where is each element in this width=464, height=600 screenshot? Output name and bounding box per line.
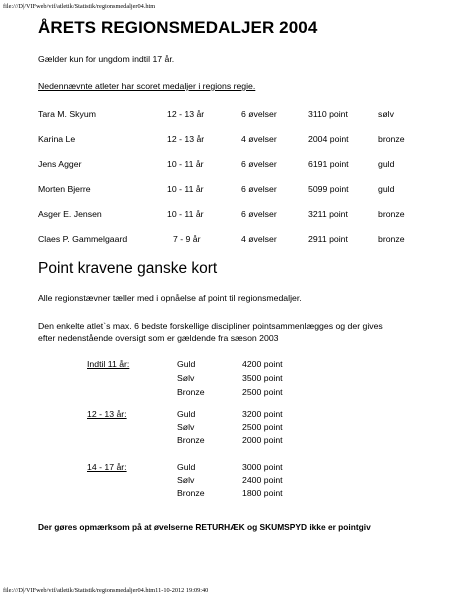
athlete-name: Morten Bjerre (38, 184, 91, 194)
requirement-group-label: 14 - 17 år: (87, 462, 127, 472)
requirement-points: 2500 point (242, 387, 283, 397)
requirement-medal: Bronze (177, 488, 205, 498)
event-count: 4 øvelser (241, 234, 277, 244)
browser-url-top: file:///D|/VIFweb/vif/atletik/Statistik/regionsmedaljer04.htm (3, 3, 156, 10)
athlete-name: Tara M. Skyum (38, 109, 96, 119)
explanation-line-2: efter nedenstående oversigt som er gældende fra sæson 2003 (38, 333, 279, 343)
requirement-medal: Guld (177, 409, 196, 419)
closing-note: Der gøres opmærksom på at øvelserne RETURHÆK og SKUMSPYD ikke er pointgiv (38, 522, 371, 532)
explanation-line-1: Den enkelte atlet`s max. 6 bedste forskellige discipliner pointsammenlægges og der gives (38, 321, 383, 331)
medal-type: guld (378, 159, 395, 169)
point-total: 3110 point (308, 109, 348, 119)
medalist-row (0, 159, 464, 171)
medalist-row (0, 184, 464, 196)
point-total: 2004 point (308, 134, 349, 144)
age-group: 10 - 11 år (167, 184, 204, 194)
athlete-name: Asger E. Jensen (38, 209, 102, 219)
requirement-group-label: 12 - 13 år: (87, 409, 127, 419)
browser-url-bottom: file:///D|/VIFweb/vif/atletik/Statistik/regionsmedaljer04.htm11-10-2012 19:09:40 (3, 587, 209, 594)
medalist-row (0, 134, 464, 146)
age-group: 7 - 9 år (173, 234, 201, 244)
medal-type: guld (378, 184, 395, 194)
age-group: 12 - 13 år (167, 134, 205, 144)
medal-type: bronze (378, 234, 405, 244)
requirement-medal: Sølv (177, 475, 195, 485)
intro-text: Gælder kun for ungdom indtil 17 år. (38, 54, 175, 64)
requirement-points: 2400 point (242, 475, 283, 485)
point-total: 5099 point (308, 184, 349, 194)
requirement-points: 3500 point (242, 373, 283, 383)
medal-type: sølv (378, 109, 394, 119)
event-count: 6 øvelser (241, 109, 277, 119)
medalist-row (0, 109, 464, 121)
point-total: 3211 point (308, 209, 348, 219)
section-heading: Point kravene ganske kort (38, 260, 218, 277)
event-count: 6 øvelser (241, 184, 277, 194)
age-group: 10 - 11 år (167, 159, 204, 169)
event-count: 6 øvelser (241, 209, 277, 219)
requirement-medal: Guld (177, 359, 196, 369)
athlete-name: Claes P. Gammelgaard (38, 234, 128, 244)
requirement-medal: Bronze (177, 387, 205, 397)
medalist-row (0, 234, 464, 246)
medalists-intro: Nedennævnte atleter har scoret medaljer i regions regie. (38, 81, 256, 91)
requirement-points: 2000 point (242, 435, 283, 445)
requirement-points: 3200 point (242, 409, 283, 419)
all-events-text: Alle regionstævner tæller med i opnåelse af point til regionsmedaljer. (38, 293, 302, 303)
event-count: 4 øvelser (241, 134, 277, 144)
point-total: 2911 point (308, 234, 348, 244)
age-group: 12 - 13 år (167, 109, 205, 119)
requirement-medal: Bronze (177, 435, 205, 445)
requirement-group-label: Indtil 11 år: (87, 359, 130, 369)
requirement-points: 2500 point (242, 422, 283, 432)
athlete-name: Karina Le (38, 134, 76, 144)
page-title: ÅRETS REGIONSMEDALJER 2004 (38, 18, 318, 37)
requirement-points: 4200 point (242, 359, 283, 369)
medal-type: bronze (378, 209, 405, 219)
requirement-medal: Sølv (177, 373, 195, 383)
event-count: 6 øvelser (241, 159, 277, 169)
requirement-points: 1800 point (242, 488, 283, 498)
medalist-row (0, 209, 464, 221)
medal-type: bronze (378, 134, 405, 144)
age-group: 10 - 11 år (167, 209, 204, 219)
point-total: 6191 point (308, 159, 349, 169)
athlete-name: Jens Agger (38, 159, 82, 169)
requirement-medal: Guld (177, 462, 196, 472)
requirement-points: 3000 point (242, 462, 283, 472)
requirement-medal: Sølv (177, 422, 195, 432)
